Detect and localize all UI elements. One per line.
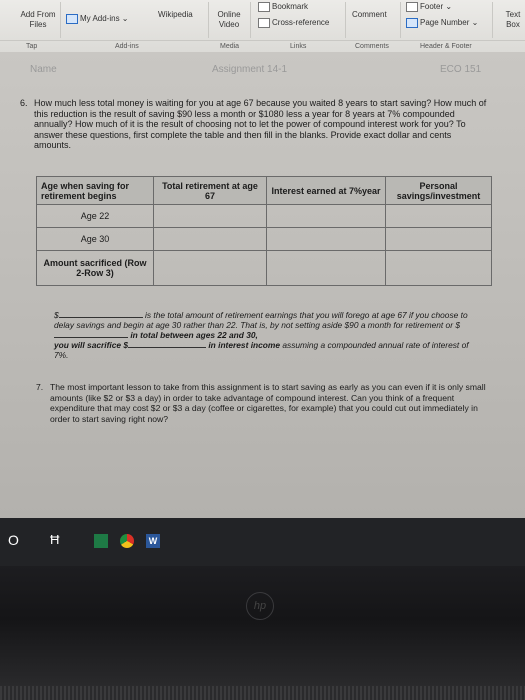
blank-interest-sacrificed[interactable]	[128, 340, 206, 348]
dollar-sign: $	[54, 310, 59, 320]
fill-in-paragraph	[54, 310, 484, 360]
group-comments: Comments	[355, 43, 389, 50]
task-view-icon[interactable]: Ħ	[50, 532, 60, 547]
question-6-number: 6.	[20, 98, 28, 108]
windows-taskbar	[0, 518, 525, 566]
blank-total-foregone[interactable]	[59, 310, 143, 318]
fill-text-4: in interest income	[208, 340, 281, 350]
footer-icon	[406, 2, 418, 12]
question-7	[36, 382, 486, 424]
footer-button[interactable]: Footer ⌄	[406, 2, 452, 12]
table-row	[37, 251, 492, 286]
question-6-text: How much less total money is waiting for you at age 67 because you waited 8 years to start saving? How much of this reduction is the result of saving $90 less a month or $1080 less a year for 8 years at 7% compounded annually? How much of it is the result of choosing not to let the power of compound interest work for you? To answer these questions, first complete the table and then fill in the blanks. Provide exact dollar and cents amounts.	[34, 98, 487, 150]
table-cell[interactable]	[386, 251, 492, 286]
chrome-icon[interactable]	[120, 534, 134, 548]
row-label-amount-sacrificed: Amount sacrificed (Row 2-Row 3)	[37, 251, 154, 286]
excel-icon[interactable]	[94, 534, 108, 548]
table-header-row	[37, 177, 492, 205]
table-cell[interactable]	[386, 205, 492, 228]
fill-text-1: is the total amount of retirement earnings that you will forego at age 67 if you choose to delay savings and begin at age 30 rather than 22. That is, by not setting aside $90 a month for retirement or $	[54, 310, 468, 330]
course-code: ECO 151	[440, 64, 482, 75]
add-from-files-button[interactable]: Add From Files	[20, 10, 56, 29]
question-7-text: The most important lesson to take from this assignment is to start saving as early as you can even if it is only small amounts (like $2 or $3 a day) in order to take advantage of compound interest. Can you think of a frequent expenditure that may cost $2 or $3 a day (coffee or cigarettes, for example) that you could cut out immediately in order to start saving right now?	[50, 382, 486, 424]
assignment-title: Assignment 14-1	[212, 64, 288, 75]
online-video-button[interactable]: Online Video	[217, 10, 241, 29]
table-cell[interactable]	[386, 228, 492, 251]
table-row	[37, 205, 492, 228]
header-age: Age when saving for retirement begins	[37, 177, 154, 205]
group-media: Media	[220, 43, 240, 50]
wikipedia-button[interactable]: Wikipedia	[158, 10, 193, 19]
search-circle-icon[interactable]: O	[8, 532, 19, 548]
question-7-number: 7.	[36, 382, 44, 392]
blank-total-savings[interactable]	[54, 330, 128, 338]
retirement-table	[36, 176, 492, 286]
table-cell[interactable]	[267, 228, 386, 251]
table-cell[interactable]	[267, 251, 386, 286]
laptop-bezel	[0, 566, 525, 700]
hp-logo-icon: hp	[246, 592, 274, 620]
bookmark-button[interactable]: Bookmark	[258, 2, 308, 12]
header-total-retirement: Total retirement at age 67	[154, 177, 267, 205]
fill-text-5: assuming a compounded annual rate of interest of 7%.	[54, 340, 469, 360]
keyboard-edge	[0, 686, 525, 700]
table-cell[interactable]	[154, 228, 267, 251]
word-ribbon	[0, 0, 525, 52]
row-label-age-22: Age 22	[37, 205, 154, 228]
addins-icon	[66, 14, 78, 24]
word-icon[interactable]: W	[146, 534, 160, 548]
group-tap: Tap	[26, 43, 38, 50]
bookmark-icon	[258, 2, 270, 12]
table-cell[interactable]	[154, 205, 267, 228]
group-links: Links	[290, 43, 307, 50]
row-label-age-30: Age 30	[37, 228, 154, 251]
fill-text-3: you will sacrifice $	[54, 340, 129, 350]
comment-button[interactable]: Comment	[352, 10, 387, 19]
group-header-footer: Header & Footer	[420, 43, 472, 50]
cross-reference-button[interactable]: Cross-reference	[258, 18, 329, 28]
document-page[interactable]	[0, 52, 525, 518]
question-6	[20, 98, 490, 151]
group-addins: Add-ins	[115, 43, 139, 50]
header-interest-earned: Interest earned at 7%year	[267, 177, 386, 205]
table-cell[interactable]	[267, 205, 386, 228]
table-cell[interactable]	[154, 251, 267, 286]
page-number-icon	[406, 18, 418, 28]
page-number-button[interactable]: Page Number ⌄	[406, 18, 478, 28]
name-label: Name	[30, 64, 57, 75]
cross-reference-icon	[258, 18, 270, 28]
fill-text-2: in total between ages 22 and 30,	[130, 330, 258, 340]
header-personal-savings: Personal savings/investment	[386, 177, 492, 205]
my-addins-button[interactable]: My Add-ins ⌄	[66, 14, 129, 24]
table-row	[37, 228, 492, 251]
text-box-button[interactable]: Text Box	[505, 10, 521, 29]
